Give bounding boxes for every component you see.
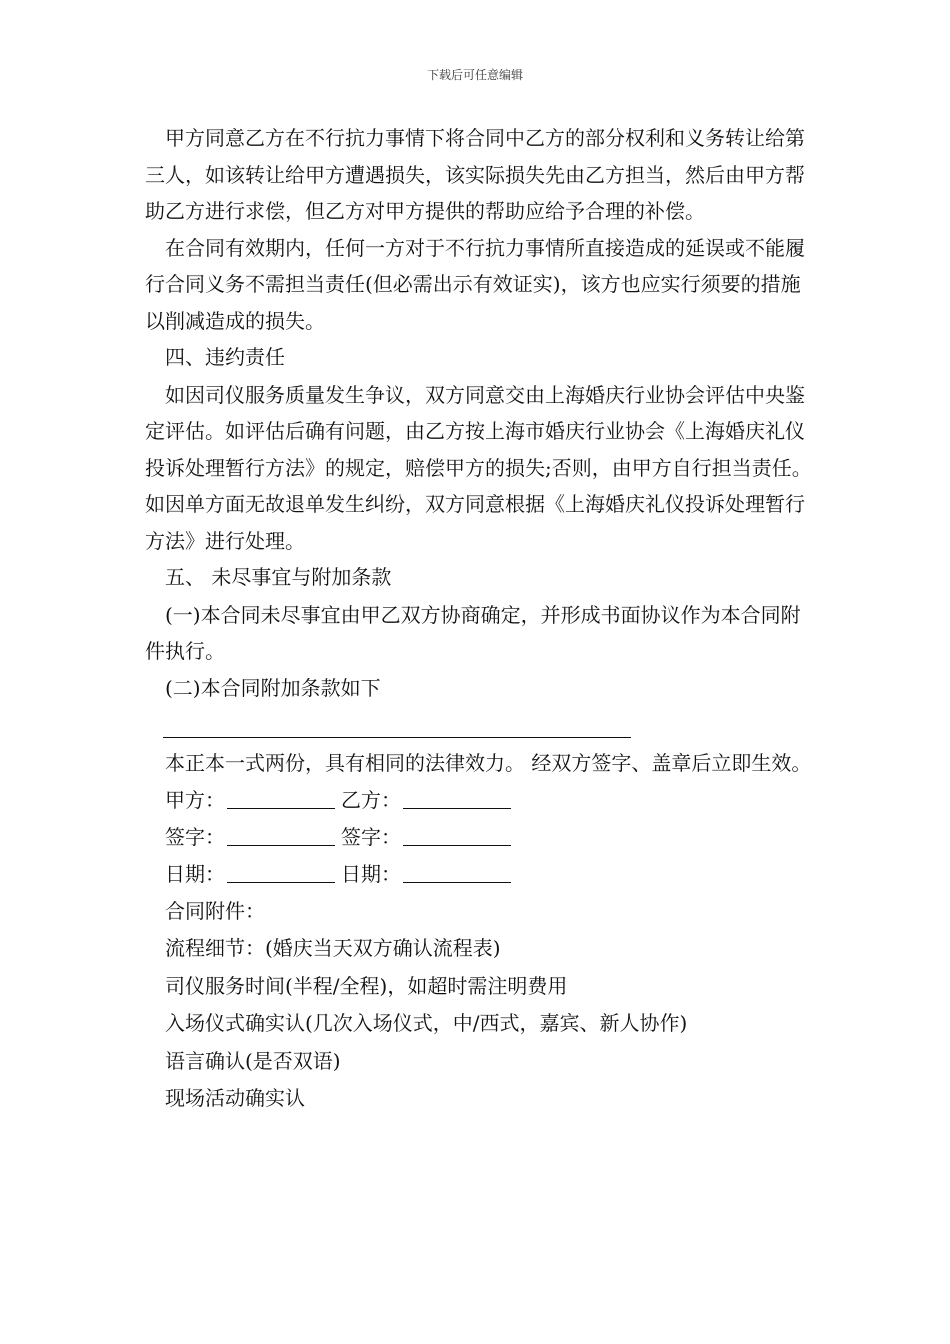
date-b-label: 日期： <box>341 861 401 886</box>
attachment-item: 入场仪式确实认(几次入场仪式，中/西式，嘉宾、新人协作) <box>165 1011 688 1035</box>
attachment-item: 流程细节：(婚庆当天双方确认流程表) <box>165 936 501 960</box>
blank-underline-row <box>145 707 815 745</box>
sign-a-blank <box>227 827 335 846</box>
party-a-blank <box>227 790 335 809</box>
paragraph-supplementary-1: (一)本合同未尽事宜由甲乙双方协商确定，并形成书面协议作为本合同附件执行。 <box>145 602 801 663</box>
party-b-label: 乙方： <box>341 787 401 812</box>
page-header: 下载后可任意编辑 <box>426 68 523 82</box>
signature-row-sign <box>145 819 815 856</box>
attachments-title: 合同附件： <box>165 898 265 923</box>
document-body <box>145 120 815 1118</box>
party-b-blank <box>403 790 511 809</box>
sign-a-label: 签字： <box>165 824 225 849</box>
sign-b-label: 签字： <box>341 824 401 849</box>
attachment-item: 语言确认(是否双语) <box>165 1048 341 1073</box>
date-a-label: 日期： <box>165 861 225 886</box>
paragraph-force-majeure-transfer: 甲方同意乙方在不行抗力事情下将合同中乙方的部分权利和义务转让给第三人，如该转让给甲方遭遇损失，该实际损失先由乙方担当，然后由甲方帮助乙方进行求偿，但乙方对甲方提供的帮助应给予合理的补偿。 <box>145 126 805 223</box>
date-b-blank <box>403 864 511 883</box>
party-a-label: 甲方： <box>165 787 225 812</box>
sign-b-blank <box>403 827 511 846</box>
blank-underline <box>163 737 631 738</box>
date-a-blank <box>227 864 335 883</box>
attachment-item: 现场活动确实认 <box>165 1086 305 1110</box>
paragraph-dispute: 如因司仪服务质量发生争议，双方同意交由上海婚庆行业协会评估中央鉴定评估。如评估后确有问题，由乙方按上海市婚庆行业协会《上海婚庆礼仪投诉处理暂行方法》的规定，赔偿甲方的损失;否则，由甲方自行担当责任。如因单方面无故退单发生纠纷，双方同意根据《上海婚庆礼仪投诉处理暂行方法》进行处理。 <box>145 382 812 553</box>
paragraph-copies: 本正本一式两份，具有相同的法律效力。 经双方签字、盖章后立即生效。 <box>165 751 812 775</box>
signature-row-date <box>145 856 815 893</box>
section-heading-breach: 四、违约责任 <box>165 345 285 369</box>
attachment-item: 司仪服务时间(半程/全程)，如超时需注明费用 <box>165 973 568 998</box>
paragraph-force-majeure-delay: 在合同有效期内，任何一方对于不行抗力事情所直接造成的延误或不能履行合同义务不需担当责任(但必需出示有效证实)，该方也应实行须要的措施以削减造成的损失。 <box>145 235 805 333</box>
signature-row-parties <box>145 782 815 819</box>
section-heading-supplementary: 五、 未尽事宜与附加条款 <box>165 565 392 589</box>
paragraph-supplementary-2: (二)本合同附加条款如下 <box>165 675 381 700</box>
